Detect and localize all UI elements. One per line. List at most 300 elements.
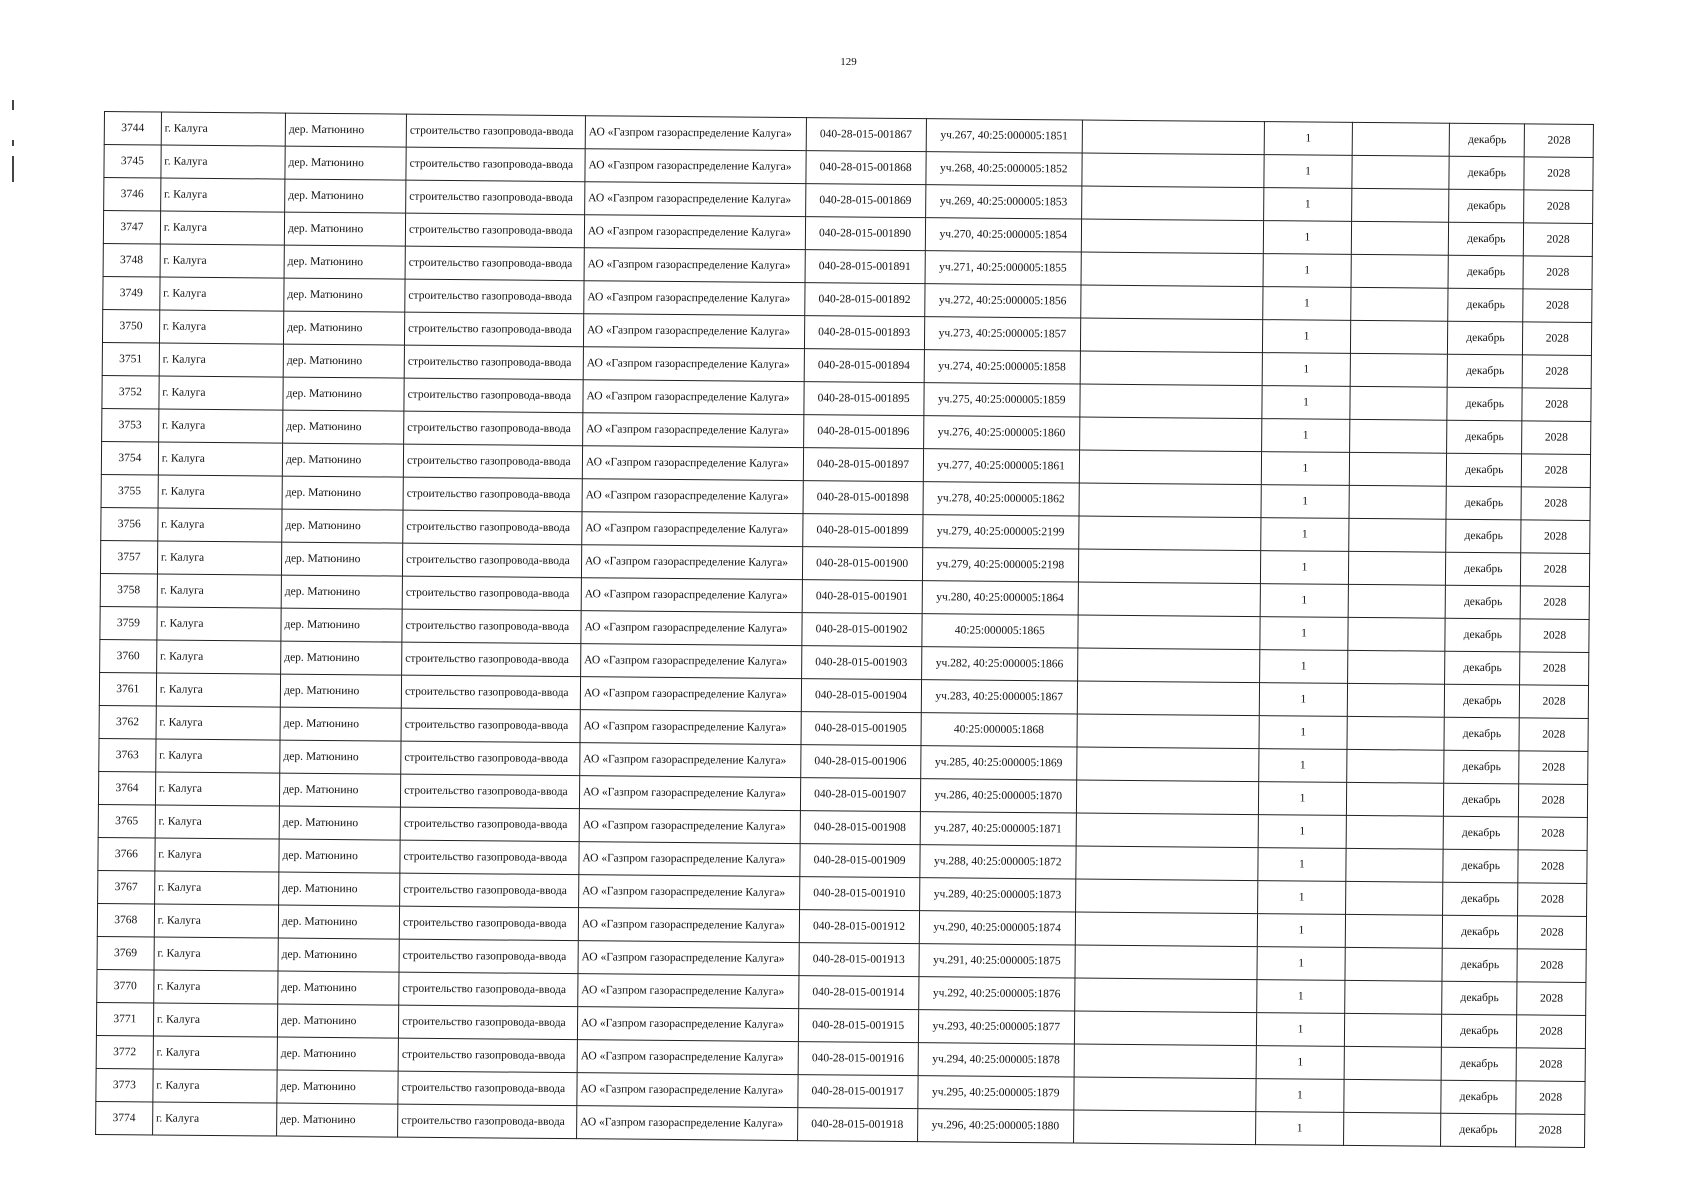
quantity-cell: 1 [1263, 320, 1351, 354]
plot-cadastral-cell: уч.268, 40:25:000005:1852 [925, 152, 1082, 186]
row-number: 3768 [97, 903, 154, 936]
row-number: 3761 [99, 672, 156, 705]
village-cell: дер. Матюнино [277, 1037, 398, 1071]
plot-cadastral-cell: уч.269, 40:25:000005:1853 [925, 185, 1082, 219]
empty-cell [1080, 318, 1262, 353]
object-code-cell: 040-28-015-001914 [798, 976, 918, 1010]
empty-cell [1346, 815, 1444, 849]
quantity-cell: 1 [1262, 419, 1350, 453]
village-cell: дер. Матюнино [283, 311, 404, 345]
year-cell: 2028 [1523, 289, 1592, 323]
plot-cadastral-cell: уч.294, 40:25:000005:1878 [918, 1043, 1075, 1077]
work-type-cell: строительство газопровода-ввода [403, 510, 582, 545]
year-cell: 2028 [1521, 553, 1590, 587]
organization-cell: АО «Газпром газораспределение Калуга» [584, 248, 805, 283]
work-type-cell: строительство газопровода-ввода [400, 873, 579, 908]
city-cell: г. Калуга [153, 970, 278, 1004]
object-code-cell: 040-28-015-001898 [803, 481, 923, 515]
plot-cadastral-cell: уч.287, 40:25:000005:1871 [920, 812, 1077, 846]
month-cell: декабрь [1449, 156, 1524, 190]
plot-cadastral-cell: уч.278, 40:25:000005:1862 [923, 482, 1080, 516]
village-cell: дер. Матюнино [284, 278, 405, 312]
city-cell: г. Калуга [155, 805, 280, 839]
month-cell: декабрь [1447, 453, 1522, 487]
plot-cadastral-cell: уч.291, 40:25:000005:1875 [919, 944, 1076, 978]
empty-cell [1348, 584, 1446, 618]
row-number: 3766 [98, 837, 155, 870]
village-cell: дер. Матюнино [277, 1103, 398, 1137]
empty-cell [1080, 351, 1262, 386]
empty-cell [1345, 980, 1443, 1014]
empty-cell [1352, 155, 1450, 189]
work-type-cell: строительство газопровода-ввода [399, 906, 578, 941]
row-number: 3759 [100, 606, 157, 639]
object-code-cell: 040-28-015-001903 [801, 646, 921, 680]
city-cell: г. Калуга [158, 409, 283, 443]
month-cell: декабрь [1448, 255, 1523, 289]
year-cell: 2028 [1522, 388, 1591, 422]
quantity-cell: 1 [1260, 551, 1348, 585]
quantity-cell: 1 [1263, 254, 1351, 288]
empty-cell [1074, 1044, 1256, 1079]
month-cell: декабрь [1448, 321, 1523, 355]
organization-cell: АО «Газпром газораспределение Калуга» [578, 908, 799, 943]
city-cell: г. Калуга [154, 937, 279, 971]
year-cell: 2028 [1517, 949, 1586, 983]
empty-cell [1349, 419, 1447, 453]
village-cell: дер. Матюнино [280, 674, 401, 708]
month-cell: декабрь [1450, 123, 1525, 157]
year-cell: 2028 [1516, 1114, 1585, 1148]
organization-cell: АО «Газпром газораспределение Калуга» [580, 743, 801, 778]
plot-cadastral-cell: уч.295, 40:25:000005:1879 [917, 1076, 1074, 1110]
month-cell: декабрь [1442, 948, 1517, 982]
empty-cell [1076, 780, 1258, 815]
row-number: 3771 [96, 1002, 153, 1035]
work-type-cell: строительство газопровода-ввода [398, 1104, 577, 1139]
organization-cell: АО «Газпром газораспределение Калуга» [579, 842, 800, 877]
organization-cell: АО «Газпром газораспределение Калуга» [583, 314, 804, 349]
empty-cell [1079, 450, 1261, 485]
quantity-cell: 1 [1256, 1046, 1344, 1080]
object-code-cell: 040-28-015-001899 [802, 514, 922, 548]
city-cell: г. Калуга [159, 310, 284, 344]
quantity-cell: 1 [1262, 353, 1350, 387]
work-type-cell: строительство газопровода-ввода [404, 345, 583, 380]
row-number: 3772 [96, 1035, 153, 1068]
row-number: 3746 [104, 178, 161, 211]
month-cell: декабрь [1441, 1113, 1516, 1147]
city-cell: г. Калуга [160, 244, 285, 278]
quantity-cell: 1 [1263, 287, 1351, 321]
empty-cell [1074, 1011, 1256, 1046]
work-type-cell: строительство газопровода-ввода [406, 147, 585, 182]
year-cell: 2028 [1523, 256, 1592, 290]
village-cell: дер. Матюнино [283, 344, 404, 378]
year-cell: 2028 [1520, 586, 1589, 620]
work-type-cell: строительство газопровода-ввода [405, 312, 584, 347]
village-cell: дер. Матюнино [285, 113, 406, 147]
empty-cell [1350, 320, 1448, 354]
work-type-cell: строительство газопровода-ввода [402, 609, 581, 644]
year-cell: 2028 [1517, 1015, 1586, 1049]
village-cell: дер. Матюнино [284, 212, 405, 246]
plot-cadastral-cell: уч.275, 40:25:000005:1859 [923, 383, 1080, 417]
quantity-cell: 1 [1257, 914, 1345, 948]
organization-cell: АО «Газпром газораспределение Калуга» [581, 578, 802, 613]
quantity-cell: 1 [1261, 485, 1349, 519]
organization-cell: АО «Газпром газораспределение Калуга» [581, 545, 802, 580]
work-type-cell: строительство газопровода-ввода [398, 1038, 577, 1073]
quantity-cell: 1 [1256, 1079, 1344, 1113]
empty-cell [1081, 219, 1263, 254]
object-code-cell: 040-28-015-001918 [797, 1108, 917, 1142]
object-code-cell: 040-28-015-001869 [805, 184, 925, 218]
work-type-cell: строительство газопровода-ввода [399, 939, 578, 974]
city-cell: г. Калуга [153, 1036, 278, 1070]
month-cell: декабрь [1448, 288, 1523, 322]
empty-cell [1347, 683, 1445, 717]
month-cell: декабрь [1448, 354, 1523, 388]
object-code-cell: 040-28-015-001916 [798, 1042, 918, 1076]
city-cell: г. Калуга [161, 112, 286, 146]
village-cell: дер. Матюнино [281, 608, 402, 642]
gasification-table [95, 111, 1594, 1148]
quantity-cell: 1 [1263, 221, 1351, 255]
organization-cell: АО «Газпром газораспределение Калуга» [577, 1106, 798, 1141]
city-cell: г. Калуга [152, 1102, 277, 1136]
month-cell: декабрь [1444, 783, 1519, 817]
empty-cell [1343, 1112, 1441, 1146]
object-code-cell: 040-28-015-001904 [801, 679, 921, 713]
quantity-cell: 1 [1262, 386, 1350, 420]
empty-cell [1081, 285, 1263, 320]
empty-cell [1347, 650, 1445, 684]
work-type-cell: строительство газопровода-ввода [406, 180, 585, 215]
quantity-cell: 1 [1261, 518, 1349, 552]
quantity-cell: 1 [1260, 650, 1348, 684]
month-cell: декабрь [1441, 1047, 1516, 1081]
empty-cell [1348, 551, 1446, 585]
object-code-cell: 040-28-015-001891 [805, 250, 925, 284]
month-cell: декабрь [1445, 585, 1520, 619]
year-cell: 2028 [1519, 718, 1588, 752]
organization-cell: АО «Газпром газораспределение Калуга» [585, 149, 806, 184]
city-cell: г. Калуга [160, 178, 285, 212]
object-code-cell: 040-28-015-001906 [800, 745, 920, 779]
plot-cadastral-cell: уч.293, 40:25:000005:1877 [918, 1010, 1075, 1044]
object-code-cell: 040-28-015-001907 [800, 778, 920, 812]
plot-cadastral-cell: 40:25:000005:1865 [921, 614, 1078, 648]
village-cell: дер. Матюнино [285, 179, 406, 213]
plot-cadastral-cell: уч.283, 40:25:000005:1867 [921, 680, 1078, 714]
plot-cadastral-cell: уч.296, 40:25:000005:1880 [917, 1109, 1074, 1143]
empty-cell [1351, 254, 1449, 288]
object-code-cell: 040-28-015-001910 [799, 877, 919, 911]
month-cell: декабрь [1441, 1080, 1516, 1114]
row-number: 3756 [101, 507, 158, 540]
plot-cadastral-cell: уч.274, 40:25:000005:1858 [924, 350, 1081, 384]
work-type-cell: строительство газопровода-ввода [403, 543, 582, 578]
year-cell: 2028 [1519, 784, 1588, 818]
row-number: 3752 [102, 375, 159, 408]
village-cell: дер. Матюнино [280, 740, 401, 774]
month-cell: декабрь [1445, 684, 1520, 718]
month-cell: декабрь [1446, 519, 1521, 553]
month-cell: декабрь [1443, 816, 1518, 850]
month-cell: декабрь [1447, 420, 1522, 454]
empty-cell [1080, 384, 1262, 419]
empty-cell [1347, 716, 1445, 750]
empty-cell [1344, 1013, 1442, 1047]
year-cell: 2028 [1525, 124, 1594, 158]
document-table-wrap [95, 111, 1594, 1148]
empty-cell [1082, 153, 1264, 188]
empty-cell [1351, 287, 1449, 321]
row-number: 3755 [101, 474, 158, 507]
quantity-cell: 1 [1257, 947, 1345, 981]
row-number: 3765 [98, 804, 155, 837]
row-number: 3749 [103, 276, 160, 309]
city-cell: г. Калуга [158, 442, 283, 476]
year-cell: 2028 [1524, 157, 1593, 191]
month-cell: декабрь [1445, 618, 1520, 652]
empty-cell [1350, 386, 1448, 420]
city-cell: г. Калуга [158, 475, 283, 509]
row-number: 3760 [100, 639, 157, 672]
city-cell: г. Калуга [160, 277, 285, 311]
empty-cell [1352, 122, 1450, 156]
quantity-cell: 1 [1256, 1013, 1344, 1047]
row-number: 3773 [96, 1068, 153, 1101]
month-cell: декабрь [1443, 915, 1518, 949]
row-number: 3764 [98, 771, 155, 804]
empty-cell [1345, 947, 1443, 981]
city-cell: г. Калуга [154, 904, 279, 938]
year-cell: 2028 [1521, 520, 1590, 554]
organization-cell: АО «Газпром газораспределение Калуга» [582, 446, 803, 481]
empty-cell [1347, 749, 1445, 783]
year-cell: 2028 [1520, 685, 1589, 719]
row-number: 3747 [103, 211, 160, 244]
work-type-cell: строительство газопровода-ввода [405, 213, 584, 248]
empty-cell [1077, 747, 1259, 782]
organization-cell: АО «Газпром газораспределение Калуга» [577, 1073, 798, 1108]
quantity-cell: 1 [1260, 584, 1348, 618]
month-cell: декабрь [1444, 717, 1519, 751]
quantity-cell: 1 [1260, 617, 1348, 651]
row-number: 3754 [101, 441, 158, 474]
work-type-cell: строительство газопровода-ввода [405, 246, 584, 281]
empty-cell [1081, 252, 1263, 287]
city-cell: г. Калуга [159, 376, 284, 410]
city-cell: г. Калуга [160, 211, 285, 245]
object-code-cell: 040-28-015-001901 [802, 580, 922, 614]
empty-cell [1078, 582, 1260, 617]
organization-cell: АО «Газпром газораспределение Калуга» [580, 710, 801, 745]
village-cell: дер. Матюнино [279, 773, 400, 807]
organization-cell: АО «Газпром газораспределение Калуга» [581, 644, 802, 679]
city-cell: г. Калуга [153, 1069, 278, 1103]
empty-cell [1078, 615, 1260, 650]
village-cell: дер. Матюнино [283, 410, 404, 444]
organization-cell: АО «Газпром газораспределение Калуга» [583, 347, 804, 382]
empty-cell [1076, 813, 1258, 848]
plot-cadastral-cell: уч.279, 40:25:000005:2198 [922, 548, 1079, 582]
city-cell: г. Калуга [156, 706, 281, 740]
empty-cell [1077, 714, 1259, 749]
row-number: 3745 [104, 145, 161, 178]
organization-cell: АО «Газпром газораспределение Калуга» [581, 611, 802, 646]
work-type-cell: строительство газопровода-ввода [406, 114, 585, 149]
row-number: 3744 [104, 112, 161, 145]
empty-cell [1075, 978, 1257, 1013]
plot-cadastral-cell: уч.270, 40:25:000005:1854 [925, 218, 1082, 252]
quantity-cell: 1 [1258, 881, 1346, 915]
empty-cell [1075, 912, 1257, 947]
work-type-cell: строительство газопровода-ввода [401, 675, 580, 710]
row-number: 3769 [97, 936, 154, 969]
month-cell: декабрь [1443, 882, 1518, 916]
year-cell: 2028 [1524, 223, 1593, 257]
organization-cell: АО «Газпром газораспределение Калуга» [582, 479, 803, 514]
row-number: 3763 [99, 738, 156, 771]
plot-cadastral-cell: уч.288, 40:25:000005:1872 [919, 845, 1076, 879]
plot-cadastral-cell: уч.292, 40:25:000005:1876 [918, 977, 1075, 1011]
work-type-cell: строительство газопровода-ввода [399, 972, 578, 1007]
village-cell: дер. Матюнино [278, 938, 399, 972]
empty-cell [1345, 914, 1443, 948]
year-cell: 2028 [1517, 982, 1586, 1016]
page-number: 129 [840, 56, 857, 68]
plot-cadastral-cell: уч.282, 40:25:000005:1866 [921, 647, 1078, 681]
organization-cell: АО «Газпром газораспределение Калуга» [584, 215, 805, 250]
village-cell: дер. Матюнино [277, 1004, 398, 1038]
object-code-cell: 040-28-015-001912 [799, 910, 919, 944]
organization-cell: АО «Газпром газораспределение Калуга» [583, 413, 804, 448]
city-cell: г. Калуга [153, 1003, 278, 1037]
object-code-cell: 040-28-015-001867 [806, 118, 926, 152]
object-code-cell: 040-28-015-001893 [804, 316, 924, 350]
plot-cadastral-cell: уч.290, 40:25:000005:1874 [919, 911, 1076, 945]
table-body [96, 112, 1594, 1148]
work-type-cell: строительство газопровода-ввода [402, 642, 581, 677]
empty-cell [1351, 221, 1449, 255]
year-cell: 2028 [1522, 421, 1591, 455]
organization-cell: АО «Газпром газораспределение Калуга» [578, 974, 799, 1009]
quantity-cell: 1 [1259, 683, 1347, 717]
village-cell: дер. Матюнино [279, 872, 400, 906]
month-cell: декабрь [1442, 981, 1517, 1015]
year-cell: 2028 [1516, 1048, 1585, 1082]
work-type-cell: строительство газопровода-ввода [402, 576, 581, 611]
city-cell: г. Калуга [157, 541, 282, 575]
quantity-cell: 1 [1261, 452, 1349, 486]
row-number: 3767 [98, 870, 155, 903]
object-code-cell: 040-28-015-001909 [799, 844, 919, 878]
village-cell: дер. Матюнино [283, 377, 404, 411]
month-cell: декабрь [1449, 222, 1524, 256]
object-code-cell: 040-28-015-001902 [801, 613, 921, 647]
village-cell: дер. Матюнино [280, 707, 401, 741]
row-number: 3758 [100, 573, 157, 606]
village-cell: дер. Матюнино [278, 971, 399, 1005]
month-cell: декабрь [1445, 651, 1520, 685]
empty-cell [1349, 518, 1447, 552]
year-cell: 2028 [1518, 883, 1587, 917]
organization-cell: АО «Газпром газораспределение Калуга» [577, 1040, 798, 1075]
work-type-cell: строительство газопровода-ввода [401, 741, 580, 776]
year-cell: 2028 [1522, 355, 1591, 389]
empty-cell [1348, 617, 1446, 651]
empty-cell [1079, 483, 1261, 518]
village-cell: дер. Матюнино [278, 905, 399, 939]
village-cell: дер. Матюнино [281, 641, 402, 675]
year-cell: 2028 [1520, 619, 1589, 653]
year-cell: 2028 [1518, 916, 1587, 950]
quantity-cell: 1 [1258, 848, 1346, 882]
plot-cadastral-cell: уч.276, 40:25:000005:1860 [923, 416, 1080, 450]
village-cell: дер. Матюнино [282, 443, 403, 477]
plot-cadastral-cell: уч.279, 40:25:000005:2199 [922, 515, 1079, 549]
city-cell: г. Калуга [156, 640, 281, 674]
object-code-cell: 040-28-015-001896 [803, 415, 923, 449]
month-cell: декабрь [1449, 189, 1524, 223]
object-code-cell: 040-28-015-001917 [797, 1075, 917, 1109]
month-cell: декабрь [1443, 849, 1518, 883]
object-code-cell: 040-28-015-001892 [804, 283, 924, 317]
row-number: 3751 [102, 342, 159, 375]
plot-cadastral-cell: уч.273, 40:25:000005:1857 [924, 317, 1081, 351]
city-cell: г. Калуга [158, 508, 283, 542]
work-type-cell: строительство газопровода-ввода [400, 840, 579, 875]
plot-cadastral-cell: уч.267, 40:25:000005:1851 [926, 119, 1083, 153]
object-code-cell: 040-28-015-001900 [802, 547, 922, 581]
object-code-cell: 040-28-015-001897 [803, 448, 923, 482]
quantity-cell: 1 [1258, 782, 1346, 816]
empty-cell [1074, 1110, 1256, 1145]
row-number: 3774 [96, 1101, 153, 1134]
object-code-cell: 040-28-015-001868 [806, 151, 926, 185]
year-cell: 2028 [1518, 817, 1587, 851]
row-number: 3762 [99, 705, 156, 738]
empty-cell [1346, 782, 1444, 816]
row-number: 3753 [102, 408, 159, 441]
quantity-cell: 1 [1256, 1112, 1344, 1146]
organization-cell: АО «Газпром газораспределение Калуга» [580, 677, 801, 712]
work-type-cell: строительство газопровода-ввода [400, 807, 579, 842]
empty-cell [1344, 1079, 1442, 1113]
month-cell: декабрь [1447, 387, 1522, 421]
plot-cadastral-cell: уч.277, 40:25:000005:1861 [923, 449, 1080, 483]
plot-cadastral-cell: уч.285, 40:25:000005:1869 [920, 746, 1077, 780]
empty-cell [1078, 549, 1260, 584]
year-cell: 2028 [1520, 652, 1589, 686]
row-number: 3770 [97, 969, 154, 1002]
city-cell: г. Калуга [157, 574, 282, 608]
work-type-cell: строительство газопровода-ввода [403, 477, 582, 512]
empty-cell [1350, 353, 1448, 387]
city-cell: г. Калуга [161, 145, 286, 179]
plot-cadastral-cell: уч.272, 40:25:000005:1856 [924, 284, 1081, 318]
month-cell: декабрь [1446, 486, 1521, 520]
empty-cell [1349, 452, 1447, 486]
month-cell: декабрь [1444, 750, 1519, 784]
city-cell: г. Калуга [155, 739, 280, 773]
empty-cell [1082, 120, 1264, 155]
village-cell: дер. Матюнино [282, 509, 403, 543]
object-code-cell: 040-28-015-001905 [801, 712, 921, 746]
